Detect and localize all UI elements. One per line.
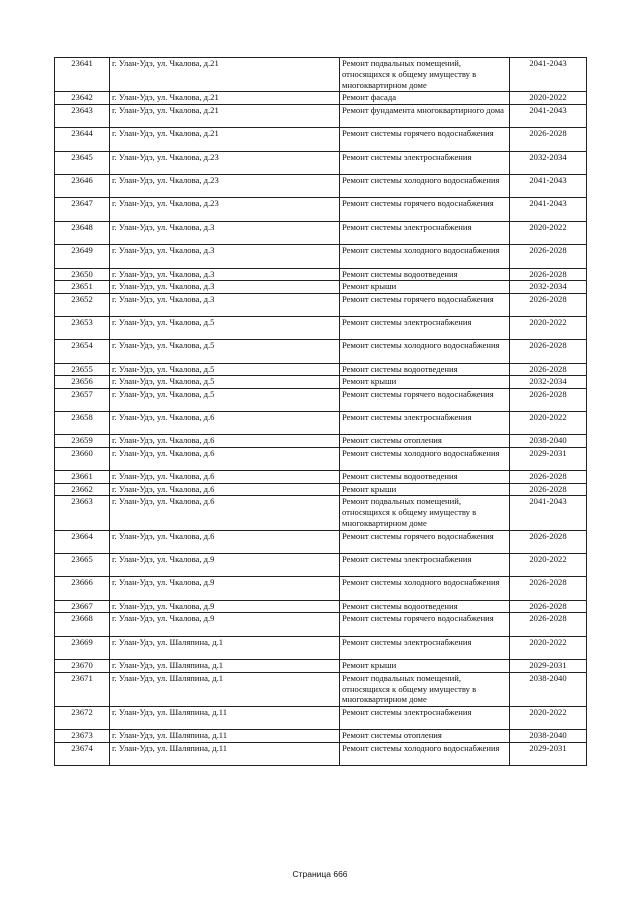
cell-work-type: Ремонт системы горячего водоснабжения [340,388,510,411]
cell-work-type: Ремонт системы холодного водоснабжения [340,174,510,197]
cell-address: г. Улан-Удэ, ул. Чкалова, д.3 [110,245,340,268]
cell-number: 23644 [55,128,110,151]
table-row [55,128,587,151]
cell-years: 2020-2022 [510,412,587,435]
cell-address: г. Улан-Удэ, ул. Чкалова, д.21 [110,92,340,105]
cell-work-type: Ремонт фасада [340,92,510,105]
cell-address: г. Улан-Удэ, ул. Чкалова, д.5 [110,340,340,363]
cell-work-type: Ремонт системы электроснабжения [340,221,510,244]
table-row [55,530,587,553]
table-row [55,471,587,484]
cell-work-type: Ремонт системы горячего водоснабжения [340,293,510,316]
cell-number: 23665 [55,554,110,577]
cell-address: г. Улан-Удэ, ул. Чкалова, д.5 [110,388,340,411]
table-body [55,58,587,766]
cell-years: 2026-2028 [510,613,587,636]
cell-years: 2041-2043 [510,58,587,92]
cell-work-type: Ремонт системы водоотведения [340,471,510,484]
cell-number: 23661 [55,471,110,484]
cell-years: 2026-2028 [510,128,587,151]
cell-number: 23649 [55,245,110,268]
cell-years: 2020-2022 [510,636,587,659]
cell-number: 23646 [55,174,110,197]
cell-number: 23670 [55,660,110,673]
cell-number: 23645 [55,151,110,174]
cell-number: 23656 [55,376,110,389]
cell-address: г. Улан-Удэ, ул. Чкалова, д.9 [110,613,340,636]
cell-number: 23664 [55,530,110,553]
table-row [55,730,587,743]
cell-years: 2026-2028 [510,293,587,316]
table-row [55,58,587,92]
cell-address: г. Улан-Удэ, ул. Шаляпина, д.1 [110,636,340,659]
cell-years: 2038-2040 [510,672,587,706]
cell-years: 2032-2034 [510,376,587,389]
table-row [55,151,587,174]
cell-address: г. Улан-Удэ, ул. Чкалова, д.5 [110,363,340,376]
cell-years: 2032-2034 [510,281,587,294]
cell-years: 2029-2031 [510,447,587,470]
cell-number: 23660 [55,447,110,470]
cell-years: 2041-2043 [510,198,587,221]
table-row [55,577,587,600]
cell-work-type: Ремонт системы электроснабжения [340,706,510,729]
cell-address: г. Улан-Удэ, ул. Чкалова, д.9 [110,600,340,613]
cell-address: г. Улан-Удэ, ул. Чкалова, д.6 [110,496,340,530]
cell-address: г. Улан-Удэ, ул. Чкалова, д.21 [110,128,340,151]
cell-years: 2026-2028 [510,577,587,600]
cell-address: г. Улан-Удэ, ул. Шаляпина, д.1 [110,672,340,706]
cell-number: 23673 [55,730,110,743]
table-row [55,340,587,363]
table-row [55,268,587,281]
cell-number: 23653 [55,316,110,339]
table-row [55,600,587,613]
cell-number: 23674 [55,742,110,765]
cell-address: г. Улан-Удэ, ул. Чкалова, д.23 [110,174,340,197]
cell-work-type: Ремонт системы горячего водоснабжения [340,530,510,553]
cell-years: 2032-2034 [510,151,587,174]
table-row [55,554,587,577]
table-row [55,104,587,127]
cell-work-type: Ремонт системы холодного водоснабжения [340,340,510,363]
cell-years: 2041-2043 [510,496,587,530]
table-row [55,672,587,706]
cell-address: г. Улан-Удэ, ул. Шаляпина, д.11 [110,706,340,729]
cell-address: г. Улан-Удэ, ул. Чкалова, д.6 [110,471,340,484]
cell-work-type: Ремонт системы горячего водоснабжения [340,613,510,636]
cell-work-type: Ремонт системы холодного водоснабжения [340,447,510,470]
cell-work-type: Ремонт крыши [340,376,510,389]
cell-work-type: Ремонт крыши [340,483,510,496]
cell-years: 2026-2028 [510,340,587,363]
table-row [55,435,587,448]
cell-work-type: Ремонт системы электроснабжения [340,554,510,577]
cell-years: 2026-2028 [510,483,587,496]
table-row [55,706,587,729]
cell-work-type: Ремонт крыши [340,281,510,294]
cell-address: г. Улан-Удэ, ул. Чкалова, д.6 [110,435,340,448]
cell-work-type: Ремонт системы горячего водоснабжения [340,128,510,151]
table-row [55,293,587,316]
table-row [55,363,587,376]
cell-years: 2026-2028 [510,600,587,613]
cell-number: 23655 [55,363,110,376]
table-row [55,613,587,636]
table-row [55,92,587,105]
cell-number: 23651 [55,281,110,294]
cell-number: 23671 [55,672,110,706]
table-row [55,376,587,389]
cell-work-type: Ремонт системы электроснабжения [340,151,510,174]
cell-number: 23667 [55,600,110,613]
table-row [55,660,587,673]
cell-years: 2026-2028 [510,245,587,268]
cell-address: г. Улан-Удэ, ул. Чкалова, д.3 [110,221,340,244]
cell-years: 2020-2022 [510,92,587,105]
cell-address: г. Улан-Удэ, ул. Шаляпина, д.1 [110,660,340,673]
cell-number: 23666 [55,577,110,600]
cell-work-type: Ремонт системы холодного водоснабжения [340,245,510,268]
cell-years: 2020-2022 [510,554,587,577]
cell-number: 23662 [55,483,110,496]
table-row [55,198,587,221]
cell-years: 2041-2043 [510,104,587,127]
cell-work-type: Ремонт системы электроснабжения [340,412,510,435]
cell-address: г. Улан-Удэ, ул. Чкалова, д.3 [110,268,340,281]
cell-address: г. Улан-Удэ, ул. Чкалова, д.5 [110,376,340,389]
cell-number: 23668 [55,613,110,636]
cell-address: г. Улан-Удэ, ул. Чкалова, д.21 [110,104,340,127]
cell-address: г. Улан-Удэ, ул. Чкалова, д.23 [110,151,340,174]
cell-years: 2029-2031 [510,742,587,765]
cell-work-type: Ремонт подвальных помещений, относящихся к общему имуществу в многоквартирном доме [340,672,510,706]
cell-number: 23663 [55,496,110,530]
repair-schedule-table [54,57,587,766]
table-row [55,742,587,765]
cell-number: 23657 [55,388,110,411]
cell-work-type: Ремонт системы холодного водоснабжения [340,577,510,600]
table-row [55,221,587,244]
cell-address: г. Улан-Удэ, ул. Чкалова, д.9 [110,554,340,577]
cell-years: 2041-2043 [510,174,587,197]
cell-number: 23647 [55,198,110,221]
cell-work-type: Ремонт системы водоотведения [340,268,510,281]
cell-years: 2026-2028 [510,363,587,376]
cell-address: г. Улан-Удэ, ул. Чкалова, д.9 [110,577,340,600]
cell-years: 2026-2028 [510,530,587,553]
cell-number: 23642 [55,92,110,105]
table-row [55,174,587,197]
table-row [55,483,587,496]
cell-address: г. Улан-Удэ, ул. Чкалова, д.6 [110,412,340,435]
cell-work-type: Ремонт системы водоотведения [340,363,510,376]
table-row [55,281,587,294]
cell-years: 2026-2028 [510,268,587,281]
cell-number: 23672 [55,706,110,729]
cell-years: 2020-2022 [510,316,587,339]
cell-number: 23669 [55,636,110,659]
table-row [55,245,587,268]
cell-years: 2020-2022 [510,706,587,729]
cell-years: 2038-2040 [510,730,587,743]
table-row [55,412,587,435]
cell-address: г. Улан-Удэ, ул. Чкалова, д.5 [110,316,340,339]
table-row [55,316,587,339]
page-number: Страница 666 [292,869,348,879]
cell-number: 23641 [55,58,110,92]
cell-number: 23650 [55,268,110,281]
cell-address: г. Улан-Удэ, ул. Чкалова, д.23 [110,198,340,221]
cell-number: 23652 [55,293,110,316]
table-row [55,447,587,470]
cell-work-type: Ремонт системы отопления [340,730,510,743]
cell-address: г. Улан-Удэ, ул. Шаляпина, д.11 [110,730,340,743]
cell-work-type: Ремонт подвальных помещений, относящихся к общему имуществу в многоквартирном доме [340,496,510,530]
cell-years: 2026-2028 [510,471,587,484]
cell-work-type: Ремонт системы электроснабжения [340,636,510,659]
cell-work-type: Ремонт системы отопления [340,435,510,448]
cell-address: г. Улан-Удэ, ул. Чкалова, д.3 [110,293,340,316]
cell-address: г. Улан-Удэ, ул. Чкалова, д.6 [110,447,340,470]
table-row [55,496,587,530]
table-row [55,636,587,659]
cell-number: 23658 [55,412,110,435]
cell-years: 2029-2031 [510,660,587,673]
cell-address: г. Улан-Удэ, ул. Шаляпина, д.11 [110,742,340,765]
cell-number: 23643 [55,104,110,127]
cell-number: 23659 [55,435,110,448]
cell-work-type: Ремонт системы холодного водоснабжения [340,742,510,765]
cell-years: 2026-2028 [510,388,587,411]
cell-number: 23648 [55,221,110,244]
cell-address: г. Улан-Удэ, ул. Чкалова, д.21 [110,58,340,92]
cell-years: 2038-2040 [510,435,587,448]
cell-address: г. Улан-Удэ, ул. Чкалова, д.6 [110,530,340,553]
cell-work-type: Ремонт фундамента многоквартирного дома [340,104,510,127]
cell-work-type: Ремонт системы электроснабжения [340,316,510,339]
cell-address: г. Улан-Удэ, ул. Чкалова, д.3 [110,281,340,294]
cell-number: 23654 [55,340,110,363]
cell-work-type: Ремонт системы водоотведения [340,600,510,613]
cell-work-type: Ремонт крыши [340,660,510,673]
cell-address: г. Улан-Удэ, ул. Чкалова, д.6 [110,483,340,496]
table-row [55,388,587,411]
cell-work-type: Ремонт подвальных помещений, относящихся к общему имуществу в многоквартирном доме [340,58,510,92]
cell-years: 2020-2022 [510,221,587,244]
cell-work-type: Ремонт системы горячего водоснабжения [340,198,510,221]
